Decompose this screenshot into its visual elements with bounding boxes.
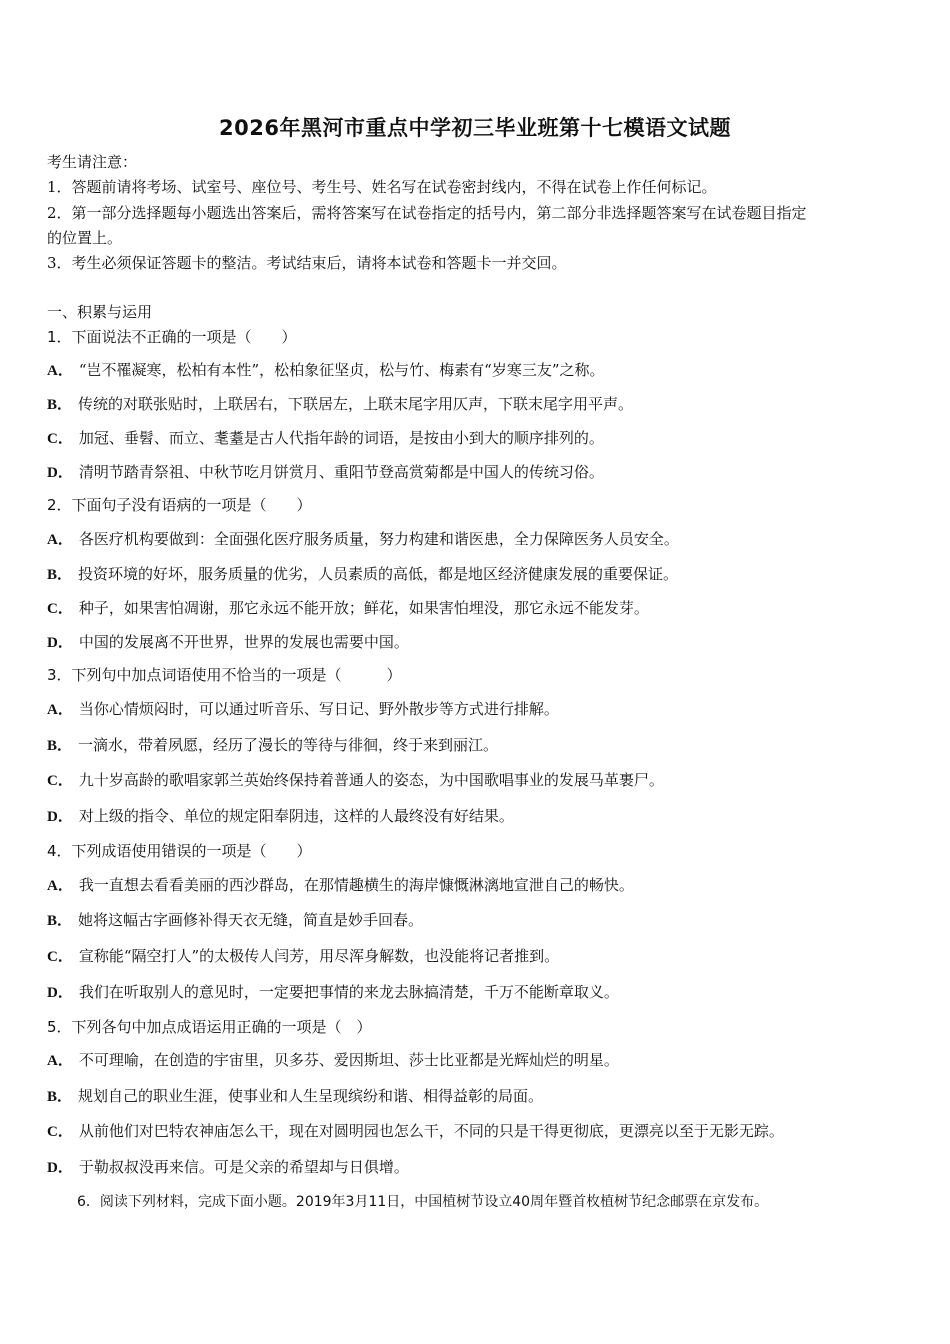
question-3-option-d[interactable]: D． 对上级的指令、单位的规定阳奉阴违，这样的人最终没有好结果。	[47, 807, 514, 825]
question-4-option-a[interactable]: A． 我一直想去看看美丽的西沙群岛，在那情趣横生的海岸慷慨淋漓地宣泄自己的畅快。	[47, 876, 634, 894]
question-3-option-c[interactable]: C． 九十岁高龄的歌唱家郭兰英始终保持着普通人的姿态，为中国歌唱事业的发展马革裹尸。	[47, 771, 664, 789]
question-2-option-b[interactable]: B． 投资环境的好坏，服务质量的优劣，人员素质的高低，都是地区经济健康发展的重要保证。	[47, 565, 679, 583]
question-2-stem: 2．下面句子没有语病的一项是（ ）	[47, 496, 312, 514]
question-5-option-a[interactable]: A． 不可理喻，在创造的宇宙里，贝多芬、爱因斯坦、莎士比亚都是光辉灿烂的明星。	[47, 1051, 619, 1069]
notice-item-2-cont: 的位置上。	[47, 229, 123, 247]
question-2-option-c[interactable]: C． 种子，如果害怕凋谢，那它永远不能开放；鲜花，如果害怕埋没，那它永远不能发芽。	[47, 599, 649, 617]
question-1-option-c[interactable]: C． 加冠、垂髫、而立、耄耋是古人代指年龄的词语，是按由小到大的顺序排列的。	[47, 429, 604, 447]
question-4-option-c[interactable]: C． 宣称能“隔空打人”的太极传人闫芳，用尽浑身解数，也没能将记者推到。	[47, 947, 560, 965]
question-4-stem: 4．下列成语使用错误的一项是（ ）	[47, 842, 312, 860]
section-heading: 一、积累与运用	[47, 303, 153, 321]
question-2-option-d[interactable]: D． 中国的发展离不开世界，世界的发展也需要中国。	[47, 633, 409, 651]
exam-title: 2026年黑河市重点中学初三毕业班第十七模语文试题	[219, 116, 731, 140]
question-5-option-b[interactable]: B． 规划自己的职业生涯，使事业和人生呈现缤纷和谐、相得益彰的局面。	[47, 1087, 544, 1105]
question-3-option-a[interactable]: A． 当你心情烦闷时，可以通过听音乐、写日记、野外散步等方式进行排解。	[47, 700, 559, 718]
question-5-option-d[interactable]: D． 于勒叔叔没再来信。可是父亲的希望却与日俱增。	[47, 1158, 409, 1176]
question-1-stem: 1．下面说法不正确的一项是（ ）	[47, 328, 297, 346]
question-4-option-b[interactable]: B． 她将这幅古字画修补得天衣无缝，简直是妙手回春。	[47, 911, 424, 929]
question-1-option-d[interactable]: D． 清明节踏青祭祖、中秋节吃月饼赏月、重阳节登高赏菊都是中国人的传统习俗。	[47, 463, 604, 481]
question-2-option-a[interactable]: A． 各医疗机构要做到：全面强化医疗服务质量，努力构建和谐医患，全力保障医务人员安全。	[47, 530, 679, 548]
question-6-stem: 6．阅读下列材料，完成下面小题。2019年3月11日，中国植树节设立40周年暨首枚植树节纪念邮票在京发布。	[77, 1194, 769, 1210]
notice-item-2: 2．第一部分选择题每小题选出答案后，需将答案写在试卷指定的括号内，第二部分非选择题答案写在试卷题目指定	[47, 204, 807, 222]
notice-heading: 考生请注意：	[47, 153, 138, 171]
notice-item-3: 3．考生必须保证答题卡的整洁。考试结束后，请将本试卷和答题卡一并交回。	[47, 254, 567, 272]
question-1-option-a[interactable]: A． “岂不罹凝寒，松柏有本性”，松柏象征坚贞，松与竹、梅素有“岁寒三友”之称。	[47, 361, 605, 379]
question-3-option-b[interactable]: B． 一滴水，带着夙愿，经历了漫长的等待与徘徊，终于来到丽江。	[47, 736, 499, 754]
question-4-option-d[interactable]: D． 我们在听取别人的意见时，一定要把事情的来龙去脉搞清楚，千万不能断章取义。	[47, 983, 619, 1001]
question-1-option-b[interactable]: B． 传统的对联张贴时，上联居右，下联居左，上联末尾字用仄声，下联末尾字用平声。	[47, 395, 634, 413]
question-5-option-c[interactable]: C． 从前他们对巴特农神庙怎么干，现在对圆明园也怎么干，不同的只是干得更彻底，更漂亮以至于无影无踪。	[47, 1122, 784, 1140]
question-3-stem: 3．下列句中加点词语使用不恰当的一项是（ ）	[47, 666, 402, 684]
notice-item-1: 1．答题前请将考场、试室号、座位号、考生号、姓名写在试卷密封线内，不得在试卷上作任何标记。	[47, 178, 717, 196]
question-5-stem: 5．下列各句中加点成语运用正确的一项是（ ）	[47, 1018, 372, 1036]
